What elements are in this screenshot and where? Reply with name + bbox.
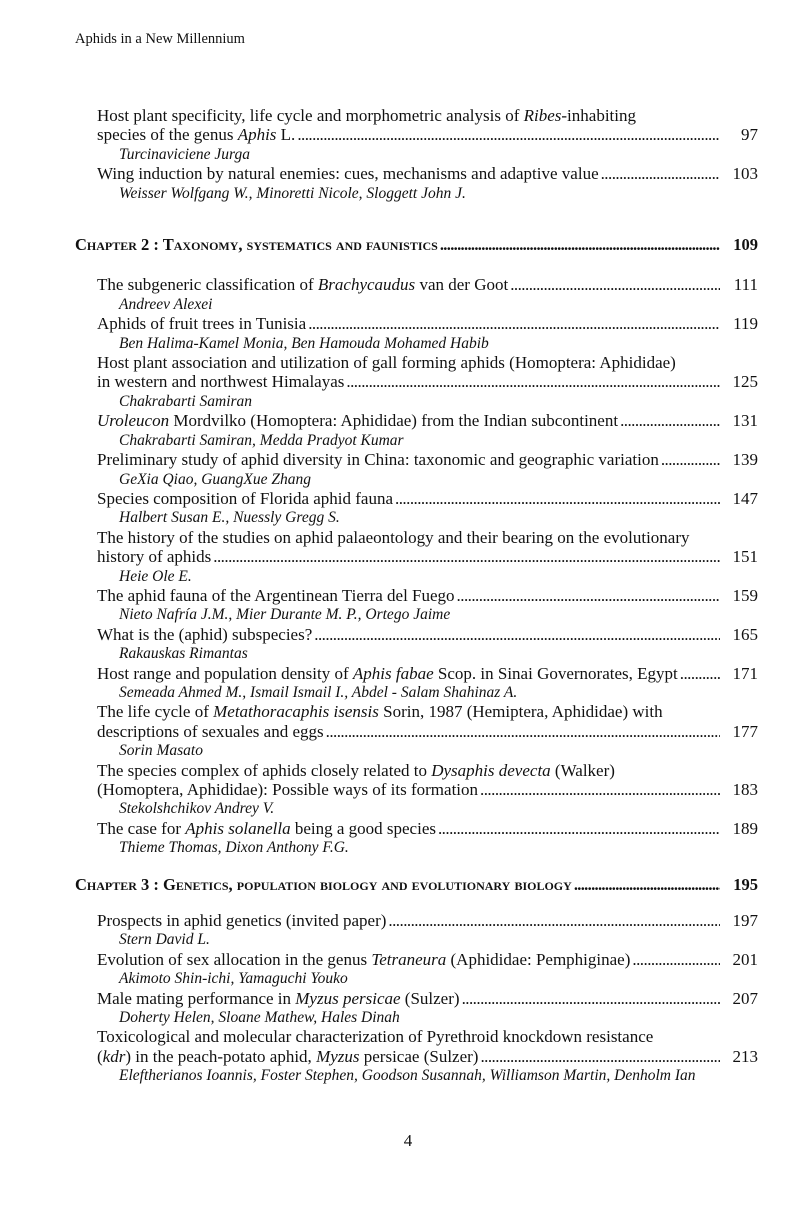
entry-title-text bbox=[97, 989, 460, 1008]
entry-title-line bbox=[75, 1027, 758, 1046]
entry-authors: Weisser Wolfgang W., Minoretti Nicole, Sloggett John J. bbox=[119, 184, 466, 202]
title-segment: Metathoracaphis isensis bbox=[213, 702, 379, 722]
entry-title-line bbox=[75, 911, 758, 930]
title-segment: Myzus persicae bbox=[295, 988, 401, 1008]
title-segment: (Aphididae: Pemphiginae) bbox=[446, 949, 631, 969]
entry-page: 151 bbox=[732, 547, 758, 567]
title-segment: Host plant specificity, life cycle and morphometric analysis of bbox=[97, 106, 524, 125]
title-segment: being a good species bbox=[290, 818, 436, 838]
entry-title-text bbox=[97, 664, 678, 683]
chapter-title: Chapter 2 : Taxonomy, systematics and faunistics bbox=[75, 235, 438, 255]
entry-page: 131 bbox=[732, 411, 758, 431]
toc-entry[interactable] bbox=[75, 950, 758, 989]
entry-title-text bbox=[97, 761, 615, 780]
entry-title-text bbox=[97, 353, 676, 372]
dot-leader bbox=[395, 489, 720, 508]
entry-authors: Doherty Helen, Sloane Mathew, Hales Dinah bbox=[119, 1009, 400, 1027]
entry-authors: Stern David L. bbox=[119, 931, 210, 949]
entry-authors: Semeada Ahmed M., Ismail Ismail I., Abdel - Salam Shahinaz A. bbox=[119, 683, 518, 701]
title-segment: history of aphids bbox=[97, 547, 212, 567]
entry-authors: Turcinaviciene Jurga bbox=[119, 145, 251, 163]
toc-entry[interactable] bbox=[75, 164, 758, 203]
title-segment: Mordvilko (Homoptera: Aphididae) from the Indian subcontinent bbox=[169, 411, 619, 431]
entry-authors: Chakrabarti Samiran bbox=[119, 392, 253, 410]
toc-entry[interactable] bbox=[75, 411, 758, 450]
title-segment: Scop. in Sinai Governorates, Egypt bbox=[433, 663, 678, 683]
title-segment: persicae (Sulzer) bbox=[359, 1046, 479, 1066]
title-segment: The species complex of aphids closely related to bbox=[97, 760, 432, 780]
entry-authors: Nieto Nafría J.M., Mier Durante M. P., Ortego Jaime bbox=[119, 606, 451, 624]
title-segment: The subgeneric classification of bbox=[97, 275, 318, 295]
entry-title-text bbox=[97, 450, 659, 469]
entry-authors: Rakauskas Rimantas bbox=[119, 645, 248, 663]
entry-title-line bbox=[75, 586, 758, 605]
dot-leader bbox=[480, 1047, 720, 1066]
entry-title-text bbox=[97, 625, 312, 644]
entry-page: 97 bbox=[741, 125, 758, 145]
title-segment: Dysaphis devecta bbox=[431, 760, 551, 780]
title-segment: ) in the peach-potato aphid, bbox=[125, 1046, 317, 1066]
title-segment: Aphis fabae bbox=[352, 663, 434, 683]
toc-entry[interactable] bbox=[75, 761, 758, 819]
entry-title-line bbox=[75, 625, 758, 644]
dot-leader bbox=[457, 586, 720, 605]
chapter-heading[interactable] bbox=[75, 235, 758, 254]
dot-leader bbox=[601, 164, 720, 183]
title-segment: Host range and population density of bbox=[97, 663, 353, 683]
entry-authors: Heie Ole E. bbox=[119, 567, 192, 585]
title-segment: Preliminary study of aphid diversity in China: taxonomic and geographic variation bbox=[97, 450, 659, 470]
title-segment: Aphids of fruit trees in Tunisia bbox=[97, 314, 307, 334]
chapter-title: Chapter 3 : Genetics, population biology and evolutionary biology bbox=[75, 874, 572, 894]
entry-title-text bbox=[97, 722, 324, 741]
title-segment: Male mating performance in bbox=[97, 988, 296, 1008]
toc-entry[interactable] bbox=[75, 106, 758, 164]
chapter-page: 109 bbox=[733, 235, 758, 255]
entry-title-text bbox=[97, 314, 306, 333]
title-segment: Sorin, 1987 (Hemiptera, Aphididae) with bbox=[378, 702, 663, 722]
entry-title-line bbox=[75, 761, 758, 780]
toc-entry[interactable] bbox=[75, 450, 758, 489]
table-of-contents bbox=[75, 106, 758, 1086]
title-segment: The aphid fauna of the Argentinean Tierra del Fuego bbox=[97, 585, 455, 605]
entry-title-text bbox=[97, 586, 455, 605]
chapter-row bbox=[75, 235, 758, 254]
entry-authors: Sorin Masato bbox=[119, 742, 203, 760]
chapter-row bbox=[75, 875, 758, 894]
title-segment: What is the (aphid) subspecies? bbox=[97, 624, 313, 644]
entry-page: 165 bbox=[732, 624, 758, 644]
entry-title-line bbox=[75, 702, 758, 721]
dot-leader bbox=[462, 989, 720, 1008]
entry-page: 103 bbox=[732, 164, 758, 184]
entry-page: 159 bbox=[732, 585, 758, 605]
entry-title-line bbox=[75, 547, 758, 566]
toc-entry[interactable] bbox=[75, 489, 758, 528]
entry-page: 189 bbox=[732, 818, 758, 838]
dot-leader bbox=[438, 819, 720, 838]
toc-entry[interactable] bbox=[75, 314, 758, 353]
entry-title-line bbox=[75, 125, 758, 144]
entry-title-text bbox=[97, 372, 344, 391]
entry-title-line bbox=[75, 353, 758, 372]
dot-leader bbox=[326, 722, 720, 741]
dot-leader bbox=[213, 547, 720, 566]
entry-authors: Akimoto Shin-ichi, Yamaguchi Youko bbox=[119, 970, 348, 988]
title-segment: (Sulzer) bbox=[400, 988, 460, 1008]
title-segment: descriptions of sexuales and eggs bbox=[97, 721, 324, 741]
entry-title-line bbox=[75, 275, 758, 294]
toc-entry[interactable] bbox=[75, 702, 758, 760]
entry-title-text bbox=[97, 125, 295, 144]
entry-title-line bbox=[75, 314, 758, 333]
entry-page: 139 bbox=[732, 450, 758, 470]
entry-authors: Halbert Susan E., Nuessly Gregg S. bbox=[119, 509, 340, 527]
title-segment: (Walker) bbox=[550, 760, 615, 780]
toc-entry[interactable] bbox=[75, 528, 758, 586]
title-segment: Aphis bbox=[237, 125, 277, 145]
chapter-heading[interactable] bbox=[75, 875, 758, 894]
page-number: 4 bbox=[403, 1131, 413, 1150]
title-segment: van der Goot bbox=[415, 275, 509, 295]
entry-page: 207 bbox=[732, 988, 758, 1008]
entry-title-text bbox=[97, 702, 663, 721]
title-segment: The history of the studies on aphid palaeontology and their bearing on the evolutionary bbox=[97, 527, 690, 547]
title-segment: (Homoptera, Aphididae): Possible ways of its formation bbox=[97, 780, 479, 799]
entry-title-line bbox=[75, 780, 758, 799]
entry-title-line bbox=[75, 819, 758, 838]
entry-title-line bbox=[75, 664, 758, 683]
toc-entry[interactable] bbox=[75, 1027, 758, 1085]
entry-title-line bbox=[75, 989, 758, 1008]
title-segment: Prospects in aphid genetics (invited paper) bbox=[97, 911, 387, 931]
running-head: Aphids in a New Millennium bbox=[75, 31, 245, 47]
entry-title-line bbox=[75, 372, 758, 391]
toc-entry[interactable] bbox=[75, 819, 758, 858]
entry-title-line bbox=[75, 450, 758, 469]
entry-title-line bbox=[75, 411, 758, 430]
title-segment: -inhabiting bbox=[561, 106, 636, 125]
entry-authors: Eleftherianos Ioannis, Foster Stephen, Goodson Susannah, Williamson Martin, Denholm Ian bbox=[119, 1067, 696, 1085]
title-segment: The life cycle of bbox=[97, 702, 214, 722]
entry-page: 177 bbox=[732, 721, 758, 741]
title-segment: Host plant association and utilization of gall forming aphids (Homoptera: Aphididae) bbox=[97, 353, 676, 373]
entry-title-text bbox=[97, 547, 211, 566]
entry-title-text bbox=[97, 819, 436, 838]
toc-entry[interactable] bbox=[75, 664, 758, 703]
entry-title-text bbox=[97, 106, 636, 125]
entry-title-line bbox=[75, 722, 758, 741]
entry-page: 201 bbox=[732, 949, 758, 969]
entry-authors: Thieme Thomas, Dixon Anthony F.G. bbox=[119, 839, 349, 857]
title-segment: The case for bbox=[97, 818, 186, 838]
entry-title-line bbox=[75, 1047, 758, 1066]
title-segment: kdr bbox=[102, 1046, 126, 1066]
title-segment: Evolution of sex allocation in the genus bbox=[97, 949, 372, 969]
title-segment: Wing induction by natural enemies: cues, mechanisms and adaptive value bbox=[97, 164, 599, 184]
dot-leader bbox=[510, 275, 720, 294]
entry-authors: Andreev Alexei bbox=[119, 295, 213, 313]
toc-entry[interactable] bbox=[75, 625, 758, 664]
toc-entry[interactable] bbox=[75, 989, 758, 1028]
dot-leader bbox=[661, 450, 720, 469]
entry-title-text bbox=[97, 275, 508, 294]
title-segment: Species composition of Florida aphid fauna bbox=[97, 488, 394, 508]
title-segment: Tetraneura bbox=[371, 949, 447, 969]
dot-leader bbox=[632, 950, 720, 969]
title-segment: ( bbox=[97, 1046, 103, 1066]
entry-page: 147 bbox=[732, 488, 758, 508]
entry-title-text bbox=[97, 1027, 653, 1046]
title-segment: Brachycaudus bbox=[317, 275, 416, 295]
entry-page: 213 bbox=[732, 1046, 758, 1066]
entry-authors: Ben Halima-Kamel Monia, Ben Hamouda Mohamed Habib bbox=[119, 334, 489, 352]
entry-page: 119 bbox=[733, 314, 758, 334]
toc-entry[interactable] bbox=[75, 586, 758, 625]
entry-page: 111 bbox=[733, 275, 758, 295]
entry-page: 183 bbox=[732, 780, 758, 799]
title-segment: Aphis solanella bbox=[185, 818, 291, 838]
entry-page: 125 bbox=[732, 372, 758, 392]
entry-title-line bbox=[75, 950, 758, 969]
toc-entry[interactable] bbox=[75, 275, 758, 314]
dot-leader bbox=[308, 314, 720, 333]
entry-page: 171 bbox=[732, 663, 758, 683]
dot-leader bbox=[480, 780, 720, 799]
dot-leader bbox=[620, 411, 720, 430]
entry-authors: Stekolshchikov Andrey V. bbox=[119, 800, 275, 818]
dot-leader bbox=[346, 372, 720, 391]
chapter-page: 195 bbox=[733, 874, 758, 894]
title-segment: Ribes bbox=[523, 106, 562, 125]
title-segment: L. bbox=[276, 125, 296, 145]
title-segment: in western and northwest Himalayas bbox=[97, 372, 345, 392]
entry-page: 197 bbox=[732, 911, 758, 931]
dot-leader bbox=[297, 125, 720, 144]
title-segment: Toxicological and molecular characterization of Pyrethroid knockdown resistance bbox=[97, 1027, 654, 1047]
toc-entry[interactable] bbox=[75, 911, 758, 950]
title-segment: Uroleucon bbox=[97, 411, 170, 431]
dot-leader bbox=[574, 875, 720, 894]
entry-title-line bbox=[75, 164, 758, 183]
entry-title-text bbox=[97, 780, 478, 799]
entry-title-text bbox=[97, 528, 690, 547]
entry-title-text bbox=[97, 1047, 478, 1066]
entry-title-text bbox=[97, 489, 393, 508]
dot-leader bbox=[440, 235, 720, 254]
dot-leader bbox=[680, 664, 720, 683]
entry-title-line bbox=[75, 489, 758, 508]
entry-authors: GeXia Qiao, GuangXue Zhang bbox=[119, 470, 312, 488]
title-segment: Myzus bbox=[316, 1046, 360, 1066]
toc-entry[interactable] bbox=[75, 353, 758, 411]
dot-leader bbox=[388, 911, 720, 930]
entry-title-text bbox=[97, 950, 630, 969]
dot-leader bbox=[314, 625, 720, 644]
entry-authors: Chakrabarti Samiran, Medda Pradyot Kumar bbox=[119, 431, 404, 449]
entry-title-line bbox=[75, 528, 758, 547]
entry-title-line bbox=[75, 106, 758, 125]
entry-title-text bbox=[97, 411, 618, 430]
entry-title-text bbox=[97, 164, 599, 183]
entry-title-text bbox=[97, 911, 386, 930]
title-segment: species of the genus bbox=[97, 125, 238, 145]
